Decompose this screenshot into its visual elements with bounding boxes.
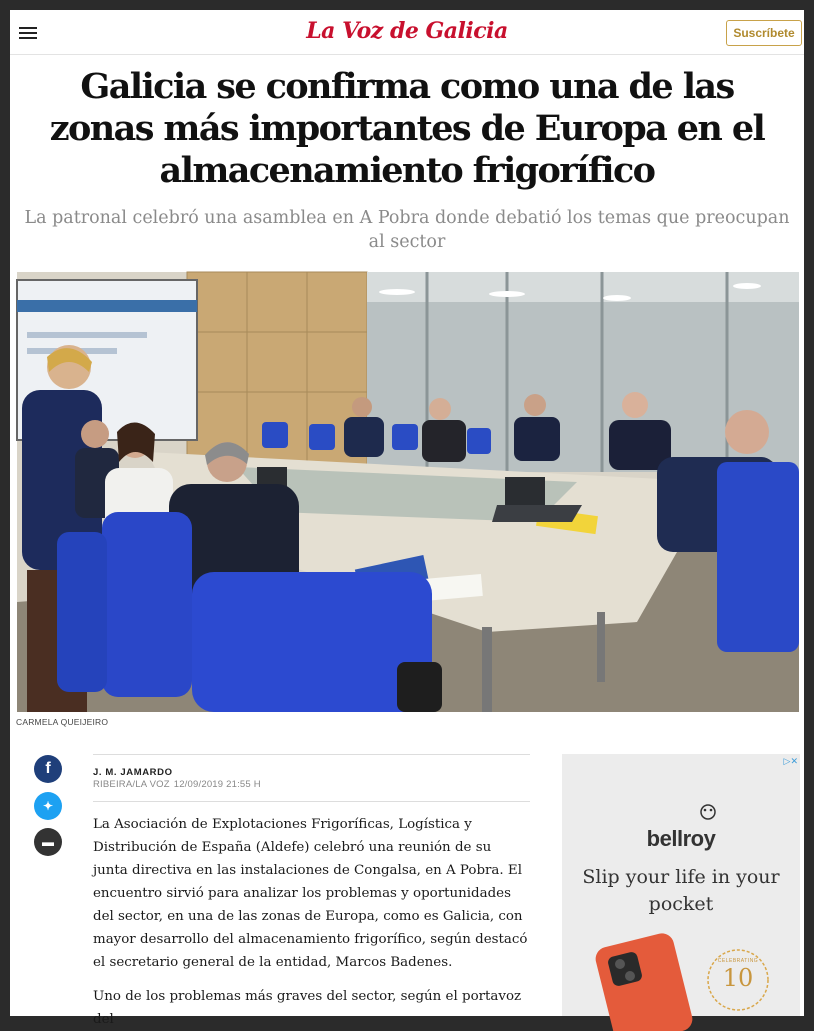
photo-credit: CARMELA QUEIJEIRO xyxy=(16,717,109,727)
article-page xyxy=(10,10,804,1027)
byline-top-rule xyxy=(93,754,530,755)
article-paragraph: La Asociación de Explotaciones Frigoríficas, Logística y Distribución de España (Aldefe) celebró una reunión de su junta directiva en las instalaciones de Congalsa, en A Pobra. El encuentro sirvió para analizar los problemas y oportunidades del sector, en una de las zonas de Europa, como es Galicia, con mayor desarrollo del almacenamiento frigorífico, según destacó el secretario general de la entidad, Marcos Badenes. xyxy=(93,817,528,970)
article-location: RIBEIRA/LA VOZ xyxy=(93,779,170,790)
ad-tagline: Slip your life in your pocket xyxy=(582,866,780,915)
ad-badge-number: 10 xyxy=(722,964,754,992)
article-paragraph: Uno de los problemas más graves del sector, según el portavoz del xyxy=(93,989,522,1027)
site-logo[interactable]: La Voz de Galicia xyxy=(306,18,508,44)
comment-icon[interactable]: ▬ xyxy=(34,828,62,856)
article-subtitle: La patronal celebró una asamblea en A Pobra donde debatió los temas que preocupan al sector xyxy=(24,208,790,252)
ad-choices-icon[interactable]: ▷✕ xyxy=(783,756,798,766)
author-name[interactable]: J. M. JAMARDO xyxy=(93,767,173,778)
article-date: 12/09/2019 21:55 H xyxy=(173,779,261,790)
ad-brand-logo: bellroy xyxy=(646,826,716,851)
article-photo xyxy=(17,272,799,712)
twitter-share-icon[interactable]: ✦ xyxy=(34,792,62,820)
article-dateline xyxy=(93,779,265,790)
subscribe-button[interactable]: Suscríbete xyxy=(726,20,802,46)
article-headline: Galicia se confirma como una de las zonas más importantes de Europa en el almacenamiento frigorífico xyxy=(49,66,765,191)
advertisement[interactable] xyxy=(562,754,800,1016)
byline-bottom-rule xyxy=(93,801,530,802)
ad-badge-text: CELEBRATING xyxy=(717,958,759,964)
top-bar xyxy=(10,10,804,55)
facebook-share-icon[interactable]: f xyxy=(34,755,62,783)
